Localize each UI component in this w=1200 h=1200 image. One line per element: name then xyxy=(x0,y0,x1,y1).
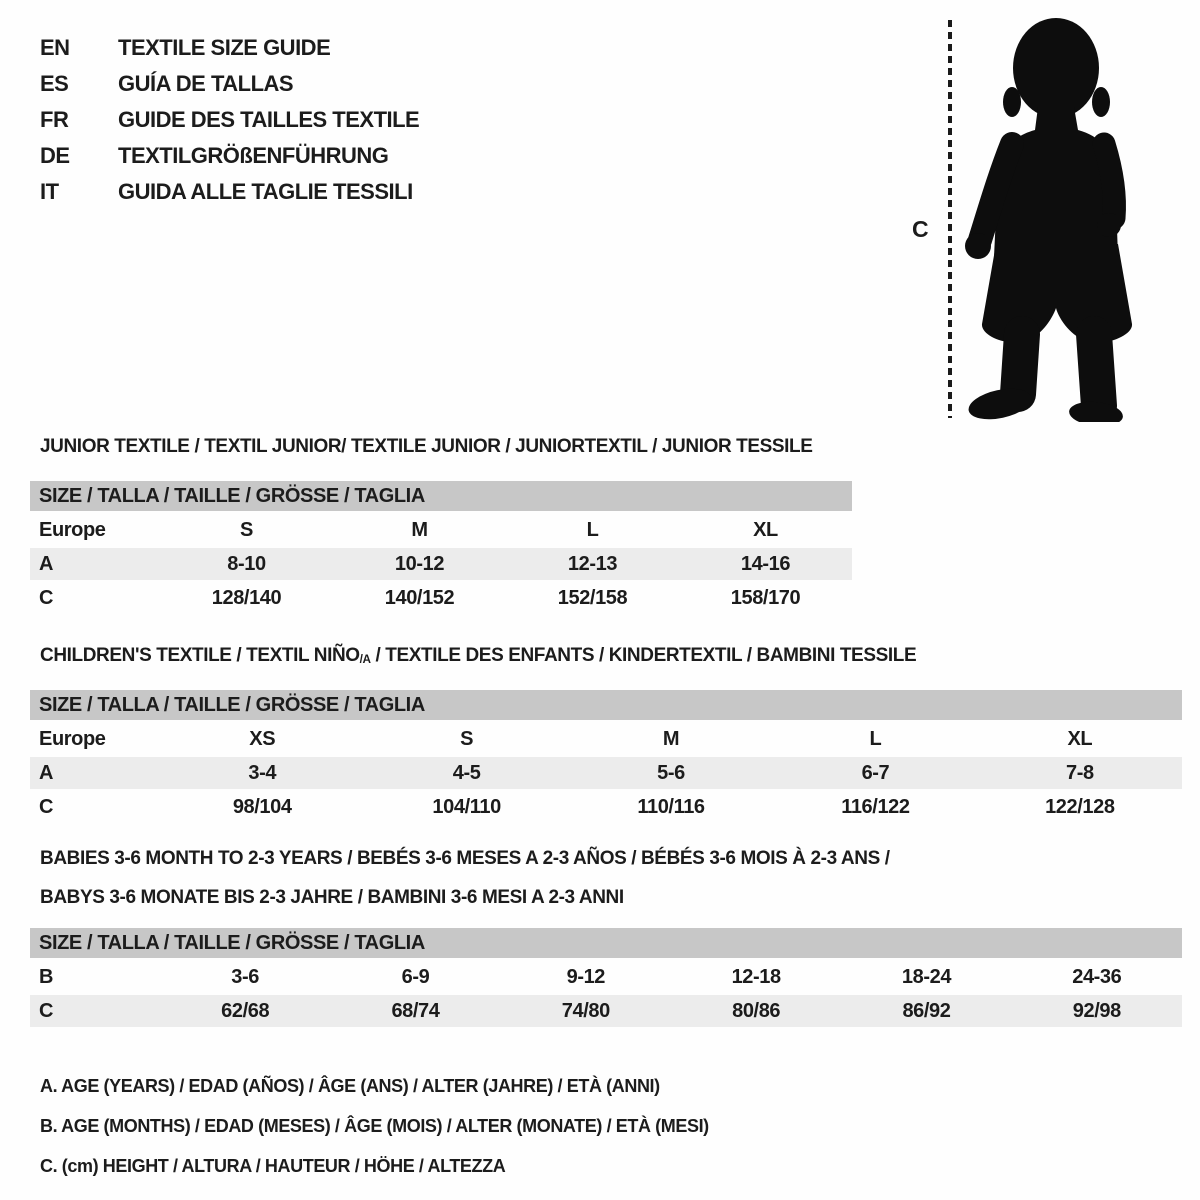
children-section-heading xyxy=(40,645,916,667)
table-row xyxy=(30,791,1182,823)
lang-row-en xyxy=(40,30,419,66)
height-cell: 158/170 xyxy=(730,586,801,609)
footnote-a: A. AGE (YEARS) / EDAD (AÑOS) / ÂGE (ANS) / ALTER (JAHRE) / ETÀ (ANNI) xyxy=(40,1075,660,1096)
age-cell: 6-9 xyxy=(401,965,430,988)
age-cell: 3-6 xyxy=(231,965,260,988)
age-cell: 24-36 xyxy=(1072,965,1122,988)
toddler-silhouette-icon xyxy=(960,12,1140,422)
babies-size-bar: SIZE / TALLA / TAILLE / GRÖSSE / TAGLIA xyxy=(30,928,1182,958)
lang-title: GUÍA DE TALLAS xyxy=(118,71,294,96)
age-cell: 12-18 xyxy=(731,965,781,988)
height-cell: 116/122 xyxy=(841,795,910,818)
table-row xyxy=(30,723,1182,755)
height-cell: 62/68 xyxy=(221,999,270,1022)
table-row xyxy=(30,548,852,580)
age-cell: 4-5 xyxy=(452,761,481,784)
row-label: A xyxy=(39,552,54,575)
age-cell: 6-7 xyxy=(861,761,890,784)
footnote-c: C. (cm) HEIGHT / ALTURA / HAUTEUR / HÖHE / ALTEZZA xyxy=(40,1155,506,1176)
height-cell: 68/74 xyxy=(391,999,440,1022)
lang-title: TEXTILGRÖßENFÜHRUNG xyxy=(118,143,389,168)
lang-row-de xyxy=(40,138,419,174)
table-row xyxy=(30,995,1182,1027)
children-heading-prefix: CHILDREN'S TEXTILE / TEXTIL NIÑO xyxy=(40,645,360,666)
children-size-table xyxy=(30,690,1182,823)
height-cell: 128/140 xyxy=(211,586,282,609)
age-cell: 18-24 xyxy=(901,965,952,988)
lang-title: GUIDA ALLE TAGLIE TESSILI xyxy=(118,179,413,204)
height-cell: 122/128 xyxy=(1045,795,1115,818)
height-cell: 80/86 xyxy=(732,999,781,1022)
lang-row-es xyxy=(40,66,419,102)
babies-size-table xyxy=(30,928,1182,1027)
footnote-b: B. AGE (MONTHS) / EDAD (MESES) / ÂGE (MOIS) / ALTER (MONATE) / ETÀ (MESI) xyxy=(40,1115,709,1136)
age-cell: 10-12 xyxy=(394,552,445,575)
height-cell: 110/116 xyxy=(637,795,705,818)
size-cell: L xyxy=(869,727,882,750)
lang-row-it xyxy=(40,174,419,210)
row-label: Europe xyxy=(39,727,106,750)
table-row xyxy=(30,582,852,614)
children-heading-suffix: / TEXTILE DES ENFANTS / KINDERTEXTIL / BAMBINI TESSILE xyxy=(370,645,917,666)
age-cell: 12-13 xyxy=(567,552,618,575)
row-label: C xyxy=(39,999,54,1022)
table-row xyxy=(30,757,1182,789)
height-cell: 140/152 xyxy=(384,586,455,609)
height-cell: 104/110 xyxy=(432,795,501,818)
height-cell: 86/92 xyxy=(902,999,951,1022)
size-cell: L xyxy=(586,518,599,541)
lang-code: IT xyxy=(40,179,59,204)
babies-section-heading xyxy=(40,848,890,909)
lang-code: DE xyxy=(40,143,70,168)
measure-label-c: C xyxy=(912,216,929,242)
language-title-list xyxy=(40,30,419,210)
row-label: C xyxy=(39,586,54,609)
height-measure-dotted-line xyxy=(948,20,952,418)
size-cell: M xyxy=(662,727,680,750)
age-cell: 8-10 xyxy=(227,552,266,575)
junior-size-bar: SIZE / TALLA / TAILLE / GRÖSSE / TAGLIA xyxy=(30,481,852,511)
lang-title: TEXTILE SIZE GUIDE xyxy=(118,35,331,60)
height-cell: 74/80 xyxy=(561,999,610,1022)
size-cell: XS xyxy=(249,727,276,750)
age-cell: 7-8 xyxy=(1065,761,1094,784)
lang-code: ES xyxy=(40,71,69,96)
lang-code: EN xyxy=(40,35,70,60)
junior-section-heading: JUNIOR TEXTILE / TEXTIL JUNIOR/ TEXTILE JUNIOR / JUNIORTEXTIL / JUNIOR TESSILE xyxy=(40,436,813,457)
children-heading-sub: /A xyxy=(359,653,371,667)
junior-size-table xyxy=(30,481,852,614)
children-size-bar: SIZE / TALLA / TAILLE / GRÖSSE / TAGLIA xyxy=(30,690,1182,720)
size-cell: S xyxy=(240,518,253,541)
size-cell: M xyxy=(411,518,428,541)
size-cell: XL xyxy=(753,518,778,541)
height-cell: 152/158 xyxy=(557,586,628,609)
lang-title: GUIDE DES TAILLES TEXTILE xyxy=(118,107,420,132)
age-cell: 3-4 xyxy=(248,761,277,784)
lang-row-fr xyxy=(40,102,419,138)
lang-code: FR xyxy=(40,107,69,132)
age-cell: 5-6 xyxy=(657,761,685,784)
table-row xyxy=(30,514,852,546)
size-cell: S xyxy=(460,727,474,750)
babies-heading-line2: BABYS 3-6 MONATE BIS 2-3 JAHRE / BAMBINI 3-6 MESI A 2-3 ANNI xyxy=(40,887,624,908)
height-cell: 98/104 xyxy=(232,795,292,818)
row-label: B xyxy=(39,965,54,988)
row-label: C xyxy=(39,795,54,818)
babies-heading-line1: BABIES 3-6 MONTH TO 2-3 YEARS / BEBÉS 3-6 MESES A 2-3 AÑOS / BÉBÉS 3-6 MOIS À 2-3 ANS / xyxy=(40,848,890,869)
size-cell: XL xyxy=(1067,727,1093,750)
height-cell: 92/98 xyxy=(1072,999,1121,1022)
row-label: A xyxy=(39,761,54,784)
footnote-list xyxy=(40,1066,709,1186)
age-cell: 14-16 xyxy=(740,552,791,575)
table-row xyxy=(30,961,1182,993)
age-cell: 9-12 xyxy=(566,965,606,988)
row-label: Europe xyxy=(39,518,106,541)
